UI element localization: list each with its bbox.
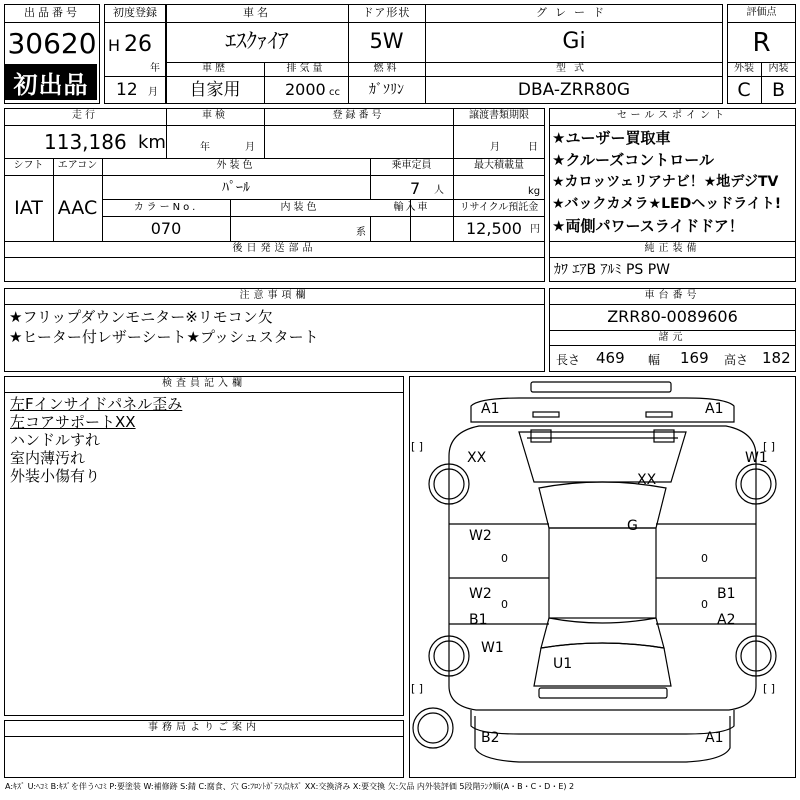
rating-value: R (752, 28, 771, 58)
mark-right-front: W1 (745, 450, 768, 466)
mark-front-left: A1 (481, 401, 500, 417)
inspector-line: ハンドルすれ (10, 431, 101, 449)
car-diagram (409, 376, 796, 778)
reg-month-unit: 月 (148, 87, 158, 98)
color-no-header: カラーNo. (133, 202, 199, 213)
color-header: 外装色 (216, 160, 256, 171)
recycle-value: 12,500 (466, 219, 522, 238)
mark-tail: U1 (553, 656, 573, 672)
mark-left-door-front: W2 (469, 528, 492, 544)
height-label: 高さ (724, 353, 749, 367)
mark-rear-right: A1 (705, 730, 724, 746)
mark-left-rear: W1 (481, 640, 504, 656)
bracket-left-front: [ ] (411, 440, 424, 453)
capacity-header: 乗車定員 (391, 160, 432, 171)
length-label: 長さ (556, 353, 581, 367)
color-no-value: 070 (150, 219, 182, 238)
history-header: 車歴 (202, 63, 228, 74)
inspector-line: 室内薄汚れ (10, 449, 86, 467)
zero-left-2: 0 (501, 598, 508, 611)
int-color-header: 内装色 (280, 202, 320, 213)
sales-point: ★バックカメラ★LEDヘッドライト! (552, 196, 782, 212)
rating-header: 評価点 (746, 7, 777, 18)
shift-header: シフト (13, 160, 44, 171)
model-value: DBA-ZRR80G (517, 80, 631, 100)
width-label: 幅 (648, 353, 661, 367)
transfer-header: 譲渡書類期限 (469, 110, 529, 121)
sales-point: ★両側パワースライドドア！ (552, 217, 744, 235)
inspection-month-unit: 月 (245, 142, 255, 153)
equipment-header: 純正装備 (644, 243, 701, 254)
zero-right-2: 0 (701, 598, 708, 611)
inspector-line: 左Fインサイドパネル歪み (10, 395, 183, 413)
int-rating-header: 内装 (768, 63, 789, 74)
lot-number: 30620 (7, 27, 97, 60)
transfer-month-unit: 月 (490, 142, 500, 153)
int-color-unit: 系 (356, 227, 366, 238)
zero-left-1: 0 (501, 552, 508, 565)
mileage-header: 走行 (72, 110, 98, 121)
fuel-value: ｶﾞｿﾘﾝ (369, 82, 404, 98)
inspector-line: 外装小傷有り (10, 467, 101, 485)
shift-value: IAT (14, 197, 43, 219)
sales-point: ★クルーズコントロール (552, 151, 714, 169)
reg-year-unit: 年 (150, 63, 160, 74)
recycle-header: リサイクル預託金 (459, 202, 539, 213)
plate-header: 登録番号 (332, 110, 385, 121)
grade-value: Gi (562, 29, 586, 54)
displacement-unit: cc (329, 87, 340, 98)
inspection-header: 車検 (202, 110, 228, 121)
reg-header: 初度登録 (113, 6, 157, 19)
bracket-right-front: [ ] (763, 440, 776, 453)
ac-header: エアコン (57, 160, 98, 171)
capacity-unit: 人 (434, 185, 444, 196)
mileage-value: 113,186 (44, 130, 127, 154)
mark-front-right: A1 (705, 401, 724, 417)
car-name: ｴｽｸｧｲｱ (225, 29, 289, 53)
note-line: ★ヒーター付レザーシート★プッシュスタート (9, 328, 319, 346)
length-value: 469 (596, 349, 625, 367)
inspector-header: 検査員記入欄 (162, 378, 246, 389)
mark-right-rear-door: B1 (717, 586, 736, 602)
reg-month: 12 (116, 80, 138, 100)
inspector-line: 左コアサポートXX (10, 413, 136, 431)
mark-rear-left: B2 (481, 730, 500, 746)
mark-left-door-rear: W2 (469, 586, 492, 602)
displacement-value: 2000 (285, 80, 326, 99)
specs-header: 諸元 (658, 332, 687, 343)
inspection-year-unit: 年 (200, 142, 210, 153)
chassis-header: 車台番号 (644, 290, 701, 301)
legend: A:ｷｽﾞ U:ﾍｺﾐ B:ｷｽﾞを伴うﾍｺﾐ P:要塗装 W:補修跡 S:錆 C:腐食、穴 G:ﾌﾛﾝﾄｶﾞﾗｽ点ｷｽﾞ XX:交換済み X:要交換 欠:欠品 内外装評価 5段階ﾗﾝｸ順(A・B・C・D・E) 2 (5, 782, 575, 791)
sales-point: ★カロッツェリアナビ！★地デジTV (552, 174, 779, 190)
grade-header: グレード (536, 6, 612, 19)
note-line: ★フリップダウンモニター※リモコン欠 (9, 308, 273, 326)
reg-era: H (108, 36, 121, 55)
load-unit: kg (528, 186, 541, 197)
model-header: 型式 (556, 63, 592, 74)
ext-rating-header: 外装 (734, 63, 754, 74)
door-value: 5W (369, 29, 404, 53)
mark-roof: G (627, 518, 638, 534)
fuel-header: 燃料 (373, 63, 400, 74)
ext-rating: C (737, 79, 751, 101)
width-value: 169 (680, 349, 709, 367)
first-listing-badge: 初出品 (5, 64, 97, 100)
door-header: ドア形状 (362, 6, 411, 19)
lot-header: 出品番号 (24, 6, 80, 19)
mark-left-rear-qtr: B1 (469, 612, 488, 628)
load-header: 最大積載量 (474, 160, 524, 171)
int-rating: B (771, 79, 786, 101)
notes-header: 注意事項欄 (239, 290, 310, 301)
mileage-unit: km (138, 132, 166, 153)
later-parts-header: 後日発送部品 (232, 243, 317, 254)
mark-hood: XX (637, 472, 657, 488)
car-name-header: 車名 (243, 6, 271, 19)
zero-right-1: 0 (701, 552, 708, 565)
sales-point: ★ユーザー買取車 (552, 129, 671, 147)
equipment-value: ｶﾜ ｴｱB ｱﾙﾐ PS PW (554, 262, 671, 278)
sales-points-header: セールスポイント (616, 110, 729, 121)
chassis-value: ZRR80-0089606 (607, 307, 738, 326)
mark-left-front: XX (467, 450, 487, 466)
recycle-unit: 円 (530, 224, 540, 235)
bracket-left-rear: [ ] (411, 682, 424, 695)
mark-right-rear-qtr: A2 (717, 612, 736, 628)
capacity-value: 7 (410, 179, 421, 198)
transfer-day-unit: 日 (528, 142, 538, 153)
color-value: ﾊﾟｰﾙ (222, 180, 250, 196)
height-value: 182 (762, 349, 791, 367)
import-header: 輸入車 (393, 202, 430, 213)
displacement-header: 排気量 (286, 63, 326, 74)
bracket-right-rear: [ ] (763, 682, 776, 695)
office-header: 事務局よりご案内 (148, 722, 260, 733)
reg-year: 26 (124, 32, 152, 57)
ac-value: AAC (57, 197, 98, 219)
history-value: 自家用 (189, 80, 241, 100)
